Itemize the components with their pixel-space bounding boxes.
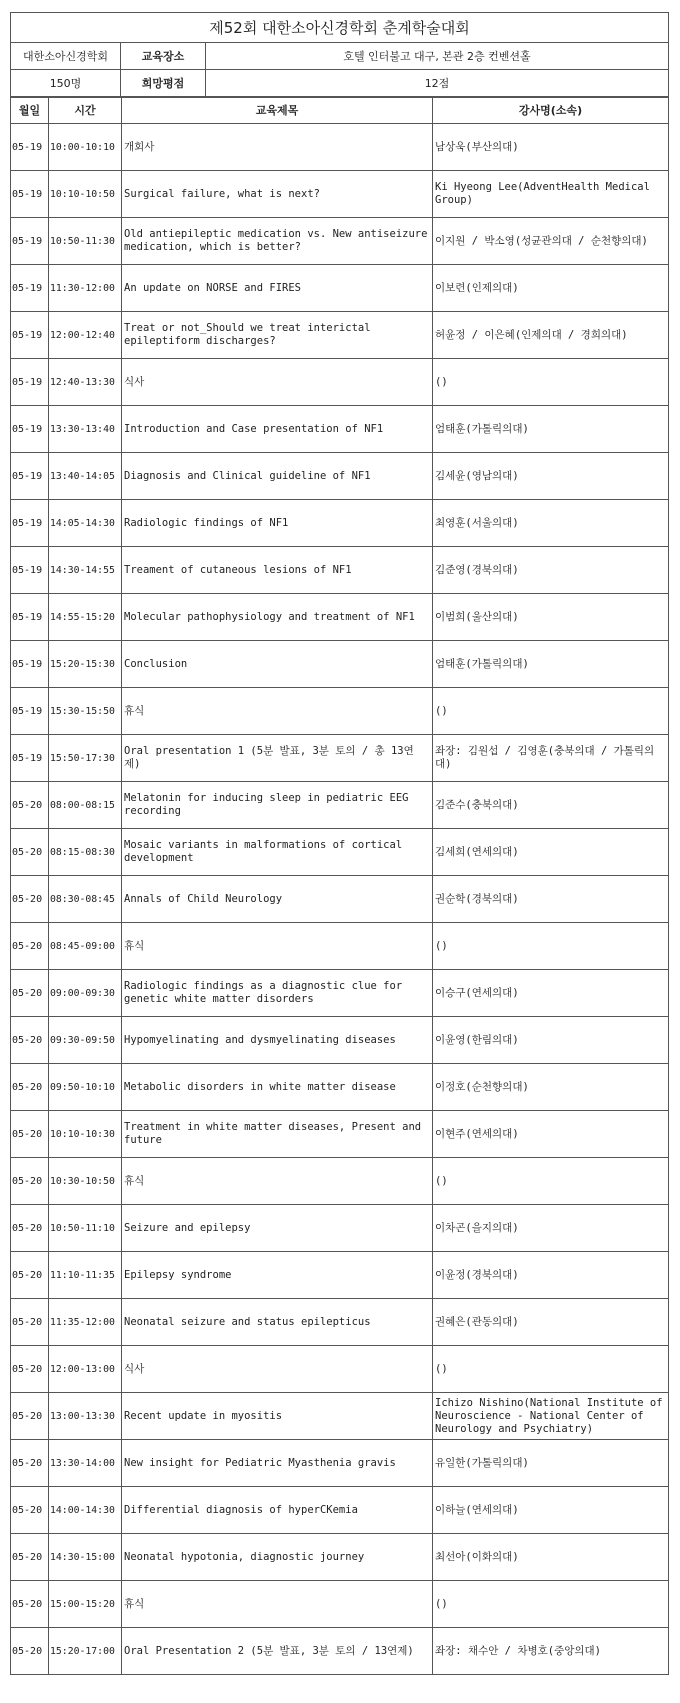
- session-date: 05-20: [11, 1628, 49, 1675]
- session-speaker: (): [433, 1581, 669, 1628]
- session-title: Treat or not_Should we treat interictal epileptiform discharges?: [122, 312, 433, 359]
- session-date: 05-20: [11, 876, 49, 923]
- table-row: [11, 735, 669, 782]
- session-title: An update on NORSE and FIRES: [122, 265, 433, 312]
- session-time: 08:15-08:30: [49, 829, 122, 876]
- venue-label: 교육장소: [121, 43, 206, 70]
- session-time: 13:30-13:40: [49, 406, 122, 453]
- session-date: 05-19: [11, 218, 49, 265]
- session-title: Conclusion: [122, 641, 433, 688]
- session-title: Surgical failure, what is next?: [122, 171, 433, 218]
- venue-row: [11, 43, 669, 70]
- table-row: [11, 782, 669, 829]
- session-speaker: 엄태훈(가톨릭의대): [433, 641, 669, 688]
- session-time: 12:40-13:30: [49, 359, 122, 406]
- session-time: 09:50-10:10: [49, 1064, 122, 1111]
- session-time: 15:20-15:30: [49, 641, 122, 688]
- session-title: Oral presentation 1 (5분 발표, 3분 토의 / 총 13연제): [122, 735, 433, 782]
- session-speaker: 이현주(연세의대): [433, 1111, 669, 1158]
- table-row: [11, 547, 669, 594]
- table-row: [11, 1111, 669, 1158]
- column-header-date: 월일: [11, 98, 49, 124]
- table-row: [11, 1017, 669, 1064]
- table-row: [11, 829, 669, 876]
- session-speaker: (): [433, 923, 669, 970]
- session-title: New insight for Pediatric Myasthenia gravis: [122, 1440, 433, 1487]
- session-time: 08:45-09:00: [49, 923, 122, 970]
- session-title: 개회사: [122, 124, 433, 171]
- session-time: 10:10-10:30: [49, 1111, 122, 1158]
- session-speaker: 이하늘(연세의대): [433, 1487, 669, 1534]
- session-time: 11:35-12:00: [49, 1299, 122, 1346]
- table-row: [11, 500, 669, 547]
- table-row: [11, 1299, 669, 1346]
- session-date: 05-19: [11, 594, 49, 641]
- session-date: 05-19: [11, 547, 49, 594]
- session-time: 13:30-14:00: [49, 1440, 122, 1487]
- session-date: 05-20: [11, 923, 49, 970]
- title-row: [11, 13, 669, 43]
- session-speaker: (): [433, 1346, 669, 1393]
- column-header-speaker: 강사명(소속): [433, 98, 669, 124]
- session-date: 05-20: [11, 1111, 49, 1158]
- session-speaker: 이보련(인제의대): [433, 265, 669, 312]
- session-date: 05-20: [11, 1440, 49, 1487]
- session-time: 14:00-14:30: [49, 1487, 122, 1534]
- session-speaker: 김세윤(영남의대): [433, 453, 669, 500]
- session-time: 14:55-15:20: [49, 594, 122, 641]
- session-speaker: 유일한(가톨릭의대): [433, 1440, 669, 1487]
- session-time: 12:00-13:00: [49, 1346, 122, 1393]
- session-date: 05-19: [11, 124, 49, 171]
- table-row: [11, 1628, 669, 1675]
- session-date: 05-20: [11, 782, 49, 829]
- table-row: [11, 1158, 669, 1205]
- table-row: [11, 1393, 669, 1440]
- table-row: [11, 1064, 669, 1111]
- session-title: Treatment in white matter diseases, Present and future: [122, 1111, 433, 1158]
- table-row: [11, 1205, 669, 1252]
- session-time: 10:10-10:50: [49, 171, 122, 218]
- table-row: [11, 1252, 669, 1299]
- session-time: 15:30-15:50: [49, 688, 122, 735]
- session-date: 05-20: [11, 829, 49, 876]
- session-time: 12:00-12:40: [49, 312, 122, 359]
- table-row: [11, 1487, 669, 1534]
- session-title: 휴식: [122, 1581, 433, 1628]
- session-date: 05-19: [11, 500, 49, 547]
- session-title: Molecular pathophysiology and treatment of NF1: [122, 594, 433, 641]
- session-title: Melatonin for inducing sleep in pediatric EEG recording: [122, 782, 433, 829]
- organizer-cell: 대한소아신경학회: [11, 43, 121, 70]
- session-date: 05-19: [11, 688, 49, 735]
- session-speaker: 허윤정 / 이은혜(인제의대 / 경희의대): [433, 312, 669, 359]
- session-date: 05-20: [11, 970, 49, 1017]
- table-row: [11, 594, 669, 641]
- session-time: 09:00-09:30: [49, 970, 122, 1017]
- table-row: [11, 923, 669, 970]
- table-row: [11, 970, 669, 1017]
- column-header-time: 시간: [49, 98, 122, 124]
- session-speaker: (): [433, 688, 669, 735]
- session-title: Introduction and Case presentation of NF1: [122, 406, 433, 453]
- session-speaker: 최영훈(서울의대): [433, 500, 669, 547]
- session-title: Neonatal seizure and status epilepticus: [122, 1299, 433, 1346]
- table-row: [11, 359, 669, 406]
- session-time: 08:00-08:15: [49, 782, 122, 829]
- session-time: 15:00-15:20: [49, 1581, 122, 1628]
- capacity-row: [11, 70, 669, 97]
- session-speaker: 김세희(연세의대): [433, 829, 669, 876]
- session-date: 05-19: [11, 735, 49, 782]
- session-title: Annals of Child Neurology: [122, 876, 433, 923]
- session-time: 09:30-09:50: [49, 1017, 122, 1064]
- table-header-row: [11, 98, 669, 124]
- session-date: 05-20: [11, 1393, 49, 1440]
- table-row: [11, 453, 669, 500]
- session-title: Seizure and epilepsy: [122, 1205, 433, 1252]
- table-row: [11, 218, 669, 265]
- score-value: 12점: [206, 70, 669, 97]
- page-title: 제52회 대한소아신경학회 춘계학술대회: [11, 13, 669, 43]
- table-row: [11, 1440, 669, 1487]
- table-row: [11, 312, 669, 359]
- session-time: 15:20-17:00: [49, 1628, 122, 1675]
- session-time: 14:30-15:00: [49, 1534, 122, 1581]
- session-speaker: 남상욱(부산의대): [433, 124, 669, 171]
- table-row: [11, 641, 669, 688]
- capacity-cell: 150명: [11, 70, 121, 97]
- session-speaker: 이지원 / 박소영(성균관의대 / 순천향의대): [433, 218, 669, 265]
- session-title: 휴식: [122, 1158, 433, 1205]
- session-speaker: (): [433, 359, 669, 406]
- table-row: [11, 406, 669, 453]
- session-date: 05-20: [11, 1017, 49, 1064]
- header-table: [10, 12, 669, 97]
- session-date: 05-20: [11, 1064, 49, 1111]
- session-title: Oral Presentation 2 (5분 발표, 3분 토의 / 13연제): [122, 1628, 433, 1675]
- session-title: Diagnosis and Clinical guideline of NF1: [122, 453, 433, 500]
- session-time: 10:50-11:30: [49, 218, 122, 265]
- table-row: [11, 688, 669, 735]
- session-title: Old antiepileptic medication vs. New antiseizure medication, which is better?: [122, 218, 433, 265]
- session-speaker: 이윤영(한림의대): [433, 1017, 669, 1064]
- session-date: 05-19: [11, 171, 49, 218]
- session-date: 05-19: [11, 312, 49, 359]
- table-row: [11, 265, 669, 312]
- session-time: 10:00-10:10: [49, 124, 122, 171]
- session-time: 10:50-11:10: [49, 1205, 122, 1252]
- session-title: Recent update in myositis: [122, 1393, 433, 1440]
- session-date: 05-19: [11, 265, 49, 312]
- schedule-table: [10, 97, 669, 1675]
- session-date: 05-20: [11, 1534, 49, 1581]
- session-speaker: 엄태훈(가톨릭의대): [433, 406, 669, 453]
- session-title: 휴식: [122, 923, 433, 970]
- session-date: 05-20: [11, 1581, 49, 1628]
- table-row: [11, 171, 669, 218]
- session-date: 05-20: [11, 1252, 49, 1299]
- session-title: Metabolic disorders in white matter disease: [122, 1064, 433, 1111]
- session-date: 05-20: [11, 1158, 49, 1205]
- table-row: [11, 876, 669, 923]
- session-speaker: Ichizo Nishino(National Institute of Neuroscience - National Center of Neurology and Psychiatry): [433, 1393, 669, 1440]
- session-time: 13:00-13:30: [49, 1393, 122, 1440]
- table-row: [11, 1534, 669, 1581]
- session-time: 11:30-12:00: [49, 265, 122, 312]
- session-title: 식사: [122, 1346, 433, 1393]
- session-speaker: Ki Hyeong Lee(AdventHealth Medical Group): [433, 171, 669, 218]
- session-speaker: 김준수(충북의대): [433, 782, 669, 829]
- session-date: 05-20: [11, 1299, 49, 1346]
- score-label: 희망평점: [121, 70, 206, 97]
- venue-value: 호텔 인터불고 대구, 본관 2층 컨벤션홀: [206, 43, 669, 70]
- session-title: Differential diagnosis of hyperCKemia: [122, 1487, 433, 1534]
- session-date: 05-20: [11, 1487, 49, 1534]
- session-speaker: 좌장: 채수안 / 차병호(중앙의대): [433, 1628, 669, 1675]
- session-date: 05-20: [11, 1346, 49, 1393]
- session-speaker: 최선아(이화의대): [433, 1534, 669, 1581]
- session-time: 08:30-08:45: [49, 876, 122, 923]
- session-date: 05-19: [11, 359, 49, 406]
- session-date: 05-19: [11, 453, 49, 500]
- session-time: 13:40-14:05: [49, 453, 122, 500]
- session-date: 05-19: [11, 406, 49, 453]
- session-speaker: 김준영(경북의대): [433, 547, 669, 594]
- session-date: 05-20: [11, 1205, 49, 1252]
- session-speaker: (): [433, 1158, 669, 1205]
- session-title: Radiologic findings of NF1: [122, 500, 433, 547]
- session-time: 14:30-14:55: [49, 547, 122, 594]
- session-title: Epilepsy syndrome: [122, 1252, 433, 1299]
- session-speaker: 이차곤(을지의대): [433, 1205, 669, 1252]
- session-time: 11:10-11:35: [49, 1252, 122, 1299]
- session-speaker: 좌장: 김원섭 / 김영훈(충북의대 / 가톨릭의대): [433, 735, 669, 782]
- session-title: 식사: [122, 359, 433, 406]
- session-title: Radiologic findings as a diagnostic clue for genetic white matter disorders: [122, 970, 433, 1017]
- session-speaker: 이범희(울산의대): [433, 594, 669, 641]
- session-speaker: 이정호(순천향의대): [433, 1064, 669, 1111]
- session-speaker: 이승구(연세의대): [433, 970, 669, 1017]
- session-speaker: 이윤정(경북의대): [433, 1252, 669, 1299]
- table-row: [11, 124, 669, 171]
- session-title: 휴식: [122, 688, 433, 735]
- table-row: [11, 1346, 669, 1393]
- session-speaker: 권순학(경북의대): [433, 876, 669, 923]
- session-date: 05-19: [11, 641, 49, 688]
- session-time: 15:50-17:30: [49, 735, 122, 782]
- session-title: Hypomyelinating and dysmyelinating diseases: [122, 1017, 433, 1064]
- session-title: Neonatal hypotonia, diagnostic journey: [122, 1534, 433, 1581]
- session-speaker: 권혜은(관동의대): [433, 1299, 669, 1346]
- session-title: Treament of cutaneous lesions of NF1: [122, 547, 433, 594]
- column-header-title: 교육제목: [122, 98, 433, 124]
- session-time: 10:30-10:50: [49, 1158, 122, 1205]
- session-title: Mosaic variants in malformations of cortical development: [122, 829, 433, 876]
- table-row: [11, 1581, 669, 1628]
- session-time: 14:05-14:30: [49, 500, 122, 547]
